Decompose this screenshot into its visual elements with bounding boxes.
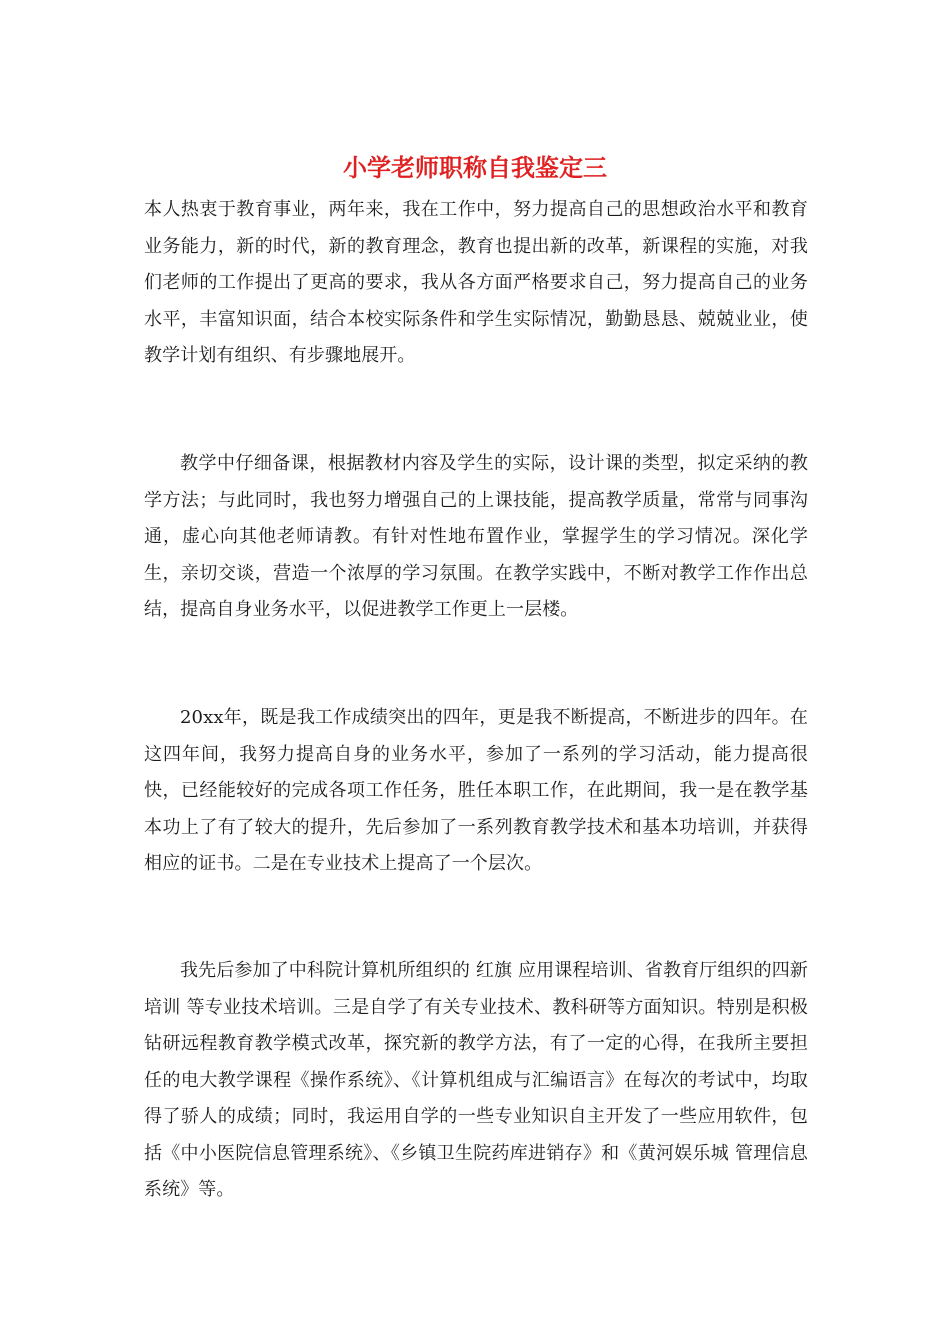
paragraph-training: 我先后参加了中科院计算机所组织的 红旗 应用课程培训、省教育厅组织的四新培训 等专业技术培训。三是自学了有关专业技术、教科研等方面知识。特别是积极钻研远程教育教学模式改革，探究新的教学方法，有了一定的心得，在我所主要担任的电大教学课程《操作系统》、《计算机组成与汇编语言》在每次的考试中，均取得了骄人的成绩；同时，我运用自学的一些专业知识自主开发了一些应用软件，包括《中小医院信息管理系统》、《乡镇卫生院药库进销存》和《黄河娱乐城 管理信息系统》等。 bbox=[144, 960, 808, 1200]
document-title: 小学老师职称自我鉴定三 bbox=[343, 153, 607, 182]
paragraph-progress: 20xx年，既是我工作成绩突出的四年，更是我不断提高，不断进步的四年。在这四年间，我努力提高自身的业务水平，参加了一系列的学习活动，能力提高很快，已经能较好的完成各项工作任务，胜任本职工作，在此期间，我一是在教学基本功上了有了较大的提升，先后参加了一系列教育教学技术和基本功培训，并获得相应的证书。二是在专业技术上提高了一个层次。 bbox=[144, 707, 808, 874]
paragraph-teaching: 教学中仔细备课，根据教材内容及学生的实际，设计课的类型，拟定采纳的教学方法；与此同时，我也努力增强自己的上课技能，提高教学质量，常常与同事沟通，虚心向其他老师请教。有针对性地布置作业，掌握学生的学习情况。深化学生，亲切交谈，营造一个浓厚的学习氛围。在教学实践中，不断对教学工作作出总结，提高自身业务水平，以促进教学工作更上一层楼。 bbox=[144, 453, 808, 620]
paragraph-intro: 本人热衷于教育事业，两年来，我在工作中，努力提高自己的思想政治水平和教育业务能力，新的时代，新的教育理念，教育也提出新的改革，新课程的实施，对我们老师的工作提出了更高的要求，我从各方面严格要求自己，努力提高自己的业务水平，丰富知识面，结合本校实际条件和学生实际情况，勤勤恳恳、兢兢业业，使教学计划有组织、有步骤地展开。 bbox=[144, 199, 808, 366]
